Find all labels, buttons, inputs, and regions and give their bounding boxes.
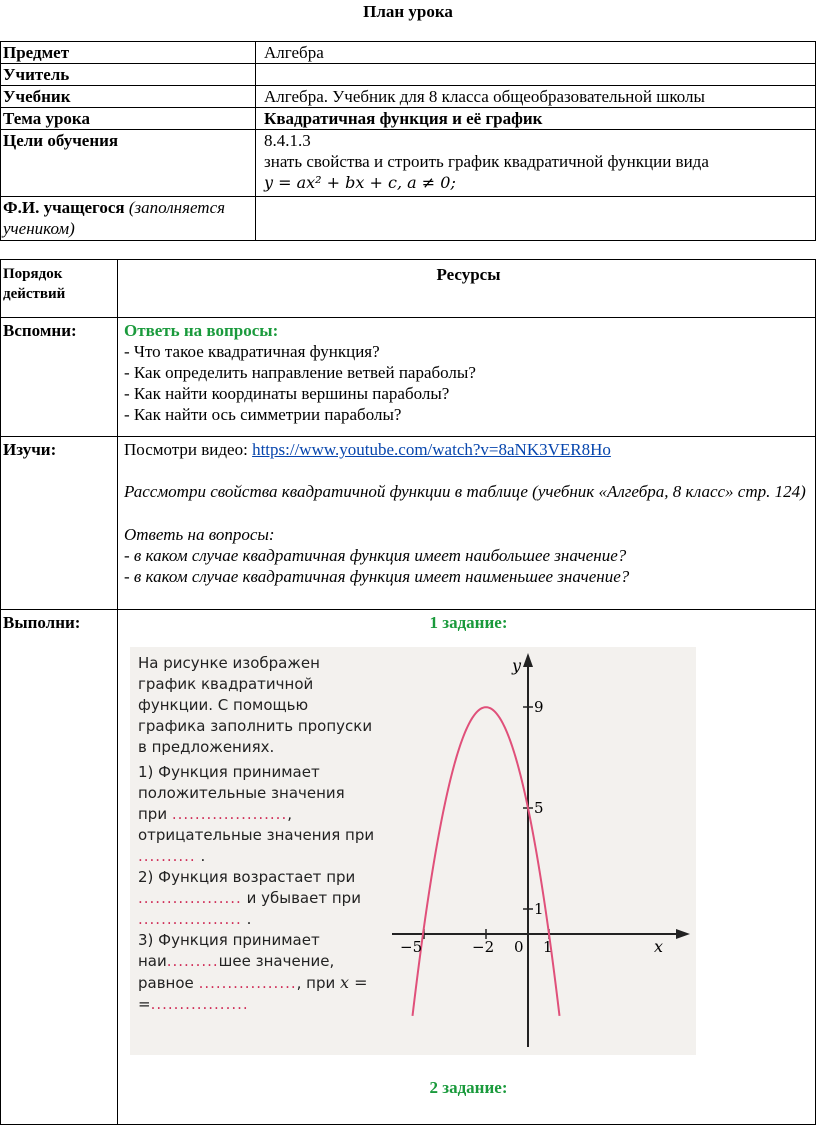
topic-value: Квадратичная функция и её график bbox=[256, 108, 816, 130]
do-label: Выполни: bbox=[1, 610, 118, 1125]
remember-cell bbox=[118, 318, 816, 437]
steps-table bbox=[0, 259, 816, 1125]
y-axis-arrow bbox=[523, 653, 533, 667]
remember-label: Вспомни: bbox=[1, 318, 118, 437]
task1-text bbox=[138, 653, 378, 1015]
x-tick-label: 0 bbox=[514, 938, 524, 956]
blank[interactable]: ................. bbox=[150, 995, 249, 1013]
y-tick-label: 5 bbox=[534, 799, 544, 817]
student-label-cell bbox=[1, 197, 256, 241]
remember-question: - Как определить направление ветвей параболы? bbox=[124, 363, 476, 382]
video-link[interactable]: https://www.youtube.com/watch?v=8aNK3VER8Ho bbox=[252, 440, 611, 459]
teacher-value[interactable] bbox=[256, 64, 816, 86]
goals-text: знать свойства и строить график квадратичной функции вида bbox=[264, 152, 709, 171]
lesson-info-table bbox=[0, 41, 816, 241]
task-item-1: 1) Функция принимает положительные значения при ...................., отрицательные значения при .......... . bbox=[138, 763, 375, 865]
remember-heading: Ответь на вопросы: bbox=[124, 321, 279, 340]
task-item-3: 3) Функция принимает наи.........шее значение, равное ................., при x = =................. bbox=[138, 931, 368, 1013]
goals-formula: y = ax² + bx + c, a ≠ 0; bbox=[264, 173, 456, 192]
student-value[interactable] bbox=[256, 197, 816, 241]
y-tick-label: 9 bbox=[534, 698, 544, 716]
goals-code: 8.4.1.3 bbox=[264, 131, 311, 150]
parabola-graph bbox=[392, 647, 692, 1055]
video-line bbox=[124, 439, 813, 460]
video-prefix: Посмотри видео: bbox=[124, 440, 253, 459]
study-label: Изучи: bbox=[1, 437, 118, 610]
remember-question: - Как найти координаты вершины параболы? bbox=[124, 384, 450, 403]
textbook-value: Алгебра. Учебник для 8 класса общеобразовательной школы bbox=[256, 86, 816, 108]
blank[interactable]: ................. bbox=[198, 974, 297, 992]
page-title: План урока bbox=[363, 2, 453, 21]
study-cell bbox=[118, 437, 816, 610]
goals-label: Цели обучения bbox=[1, 130, 256, 197]
textbook-label: Учебник bbox=[1, 86, 256, 108]
subject-label: Предмет bbox=[1, 42, 256, 64]
task2-heading: 2 задание: bbox=[429, 1078, 508, 1097]
x-axis-label: x bbox=[654, 937, 664, 956]
student-label: Ф.И. учащегося bbox=[3, 198, 125, 217]
task1-image bbox=[130, 647, 696, 1055]
col2-header: Ресурсы bbox=[118, 260, 816, 318]
textbook-instruction: Рассмотри свойства квадратичной функции в таблице (учебник «Алгебра, 8 класс» стр. 124) bbox=[124, 482, 806, 501]
teacher-label: Учитель bbox=[1, 64, 256, 86]
topic-label: Тема урока bbox=[1, 108, 256, 130]
study-question: - в каком случае квадратичная функция имеет наибольшее значение? bbox=[124, 546, 627, 565]
blank[interactable]: .................. bbox=[138, 889, 242, 907]
x-tick-label: −2 bbox=[472, 938, 495, 956]
x-tick-label: −5 bbox=[400, 938, 423, 956]
subject-value: Алгебра bbox=[256, 42, 816, 64]
remember-question: - Что такое квадратичная функция? bbox=[124, 342, 380, 361]
x-axis-arrow bbox=[676, 929, 690, 939]
remember-question: - Как найти ось симметрии параболы? bbox=[124, 405, 402, 424]
task1-heading: 1 задание: bbox=[429, 613, 508, 632]
blank[interactable]: ......... bbox=[166, 952, 219, 970]
study-question: - в каком случае квадратичная функция имеет наименьшее значение? bbox=[124, 567, 630, 586]
blank[interactable]: .................. bbox=[138, 910, 242, 928]
y-axis-label: y bbox=[512, 656, 522, 675]
task-item-2: 2) Функция возрастает при .................. и убывает при .................. . bbox=[138, 868, 361, 928]
study-questions-heading: Ответь на вопросы: bbox=[124, 525, 275, 544]
col1-header: Порядок действий bbox=[1, 260, 118, 318]
goals-cell bbox=[256, 130, 816, 197]
parabola-curve bbox=[413, 707, 560, 1016]
x-tick-label: 1 bbox=[543, 938, 553, 956]
do-cell bbox=[118, 610, 816, 1125]
y-tick-label: 1 bbox=[534, 900, 544, 918]
blank[interactable]: .................... bbox=[171, 805, 288, 823]
blank[interactable]: .......... bbox=[138, 847, 196, 865]
task-intro: На рисунке изображен график квадратичной функции. С помощью графика заполнить пропуски в предложениях. bbox=[138, 654, 373, 756]
student-label-note: (заполняется учеником) bbox=[3, 198, 226, 238]
